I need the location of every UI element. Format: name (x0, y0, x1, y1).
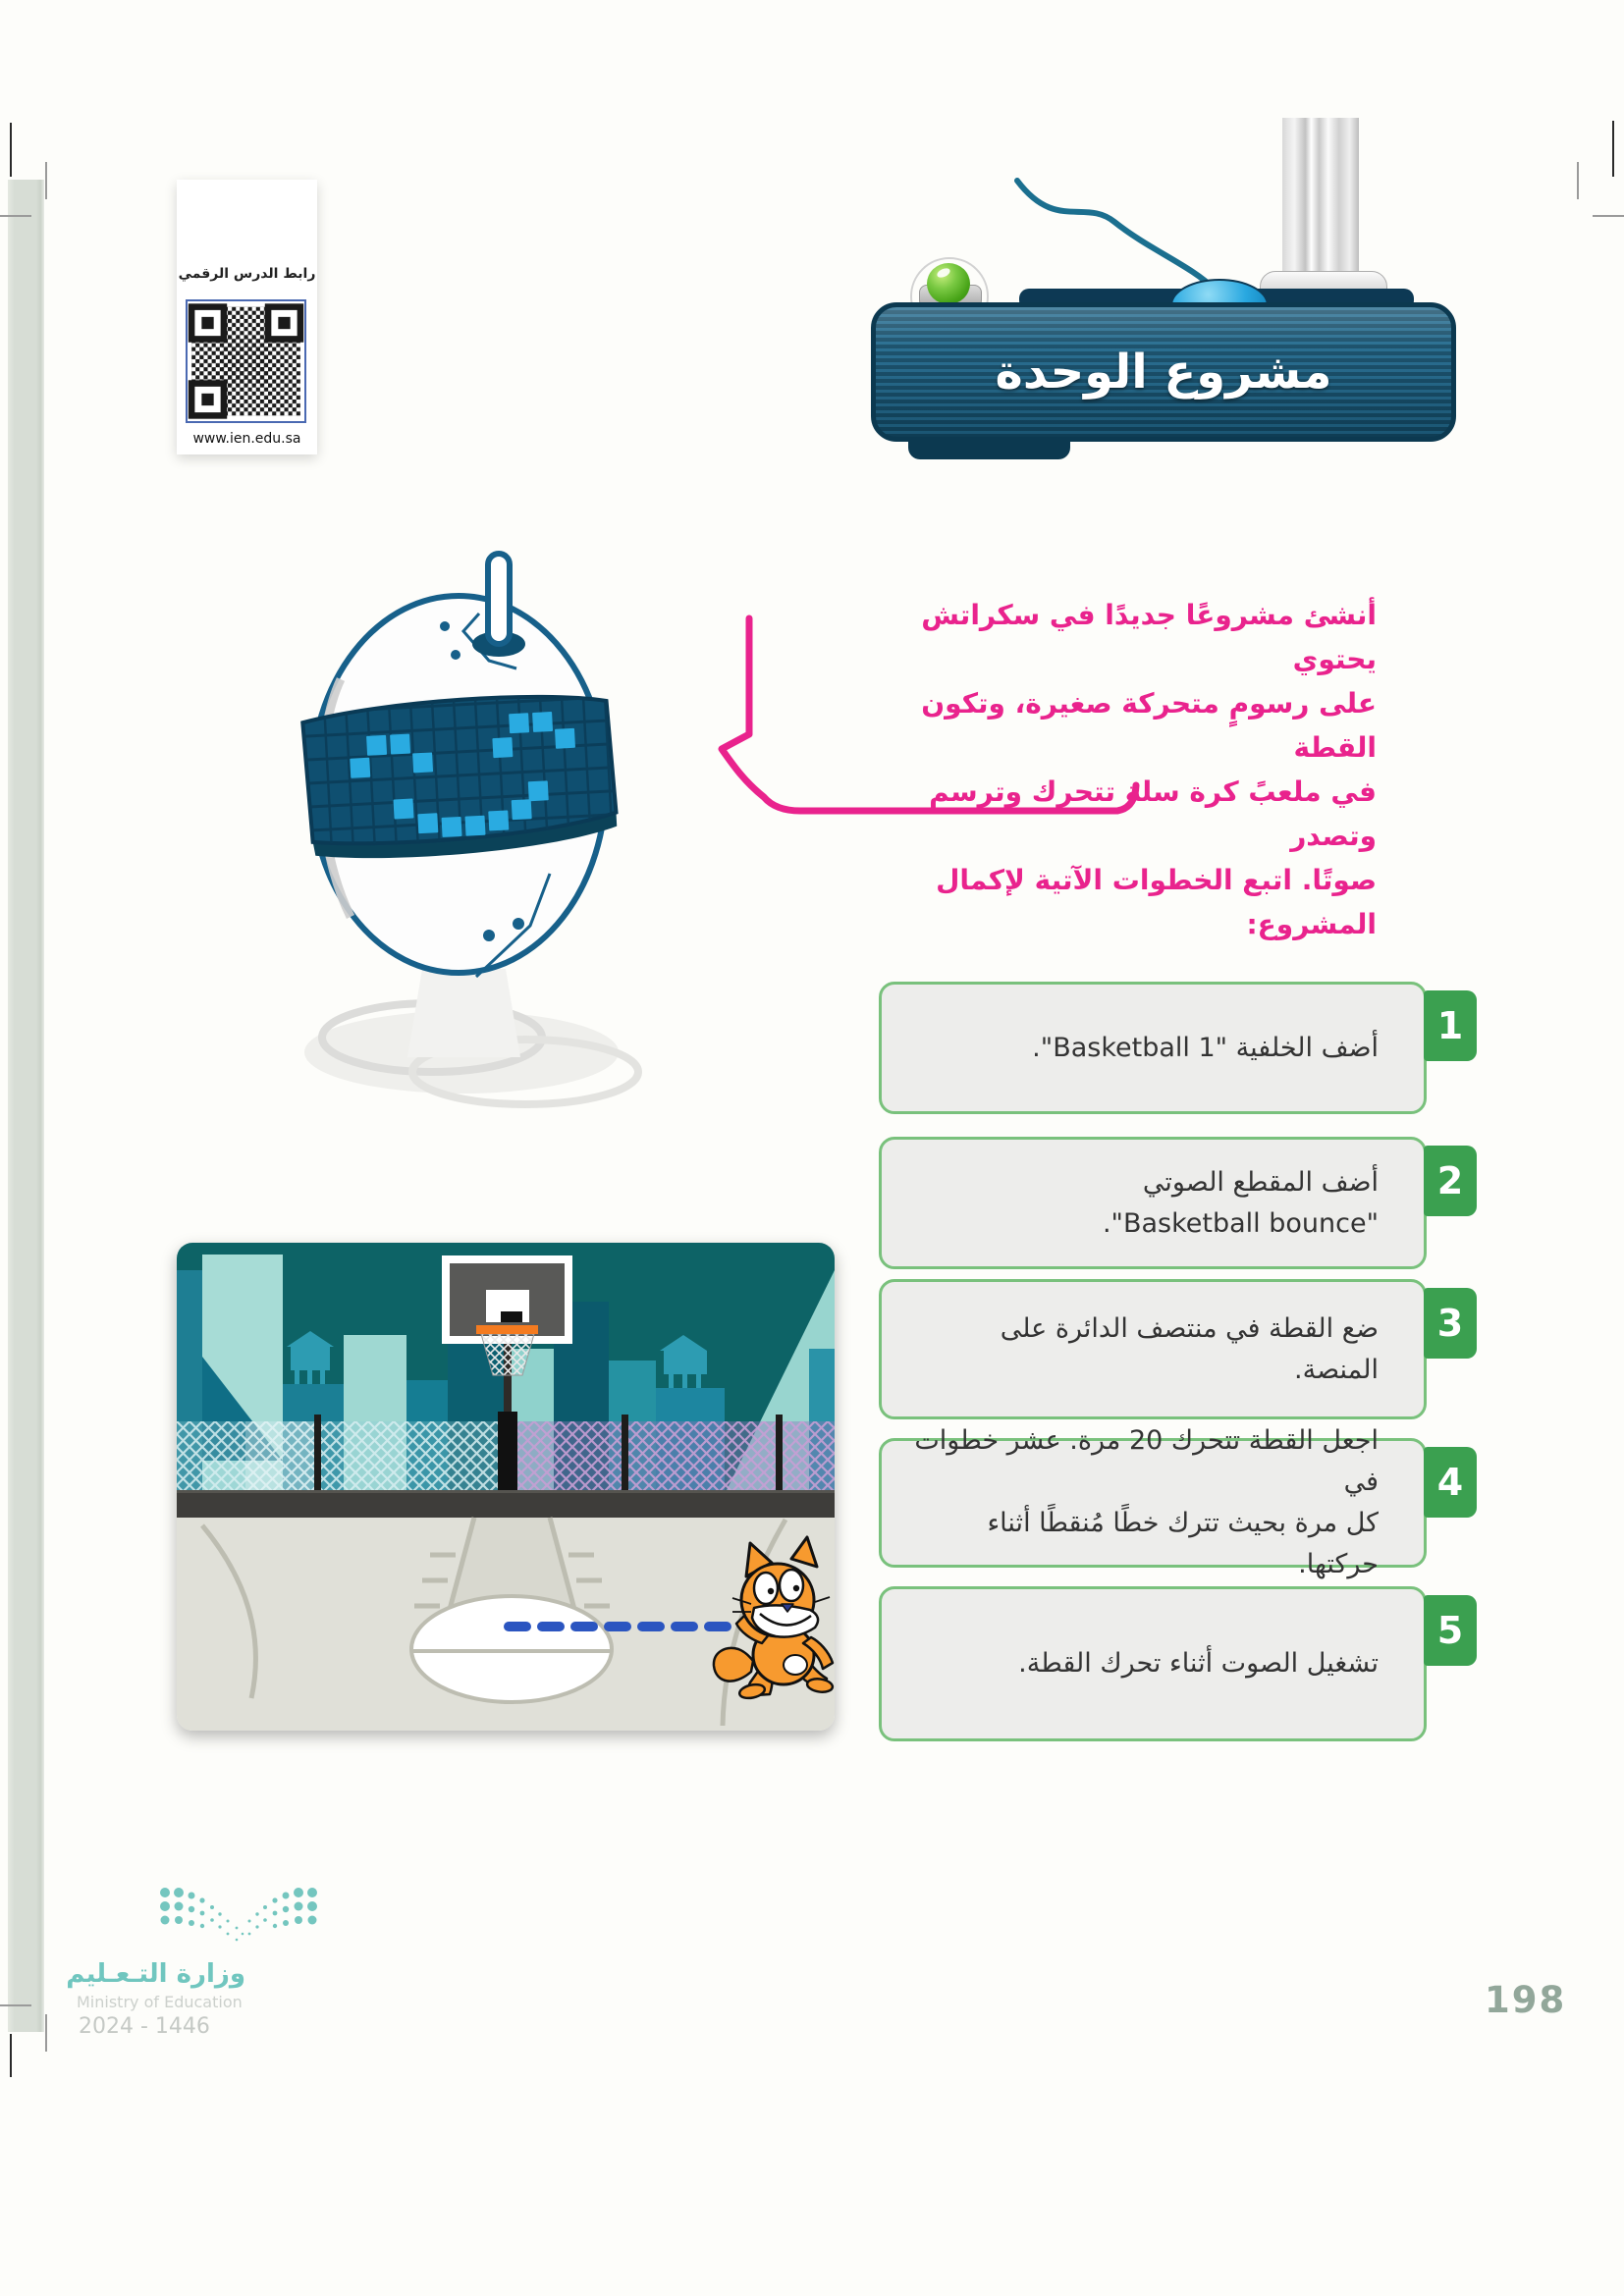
crop-mark (45, 162, 47, 199)
step-box-2 (879, 1137, 1464, 1269)
intro-line: على رسومٍ متحركة صغيرة، وتكون القطة (921, 687, 1377, 764)
basketball-court-scene (177, 1243, 835, 1731)
crop-mark (0, 2004, 31, 2006)
title-banner (871, 302, 1456, 442)
step-text: تشغيل الصوت أثناء تحرك القطة. (1018, 1648, 1379, 1679)
crop-mark (1577, 162, 1579, 199)
page-title: مشروع الوحدة (995, 345, 1332, 400)
step-number-badge: 3 (1424, 1288, 1477, 1359)
intro-line: أنشئ مشروعًا جديدًا في سكراتش يحتوي (921, 599, 1377, 675)
crop-mark (10, 123, 12, 177)
step-number-badge: 1 (1424, 990, 1477, 1061)
ministry-name-english: Ministry of Education (77, 1993, 243, 2011)
crop-mark (10, 2034, 12, 2077)
step-text: "Basketball bounce". (1102, 1207, 1379, 1239)
step-text: كل مرة بحيث تترك خطًا مُنقطًا أثناء حركتها. (987, 1508, 1379, 1579)
step-box-4 (879, 1425, 1464, 1579)
intro-paragraph (835, 593, 1377, 946)
crop-mark (0, 215, 31, 217)
step-text: اجعل القطة تتحرك 20 مرة. عشر خطوات في (914, 1425, 1379, 1497)
step-text: أضف الخلفية "Basketball 1". (1032, 1032, 1379, 1063)
crop-mark (45, 2014, 47, 2052)
step-number-badge: 4 (1424, 1447, 1477, 1518)
qr-label: رابط الدرس الرقمي (178, 266, 316, 282)
court-wall (177, 1490, 835, 1518)
ministry-logo-dots (155, 1883, 322, 1947)
step-box-5 (879, 1586, 1464, 1741)
scratch-stage-screenshot (177, 1243, 835, 1731)
intro-line: صوتًا. اتبع الخطوات الآتية لإكمال المشروع: (936, 864, 1377, 940)
crop-mark (1593, 215, 1624, 217)
ministry-name-arabic: وزارة التـعـليم (66, 1959, 245, 1989)
step-text: ضع القطة في منتصف الدائرة على المنصة. (1000, 1312, 1379, 1385)
intro-line: في ملعبً كرة سلة تتحرك وترسم وتصدر (929, 775, 1377, 852)
step-text: أضف المقطع الصوتي (1142, 1166, 1379, 1198)
edition-years: 2024 - 1446 (79, 2014, 210, 2039)
qr-url: www.ien.edu.sa (192, 431, 301, 447)
qr-code-image (188, 301, 304, 421)
wall-highlight (177, 1490, 835, 1493)
left-margin-band (8, 180, 44, 2032)
step-number-badge: 5 (1424, 1595, 1477, 1666)
qr-code (186, 299, 306, 423)
page-number: 198 (1485, 1979, 1567, 2021)
step-box-3 (879, 1279, 1464, 1419)
step-box-1 (879, 982, 1464, 1114)
step-number-badge: 2 (1424, 1146, 1477, 1216)
qr-card (177, 180, 317, 454)
crop-mark (1612, 121, 1614, 177)
robot-mascot (221, 542, 692, 1121)
stand-pillars (1282, 118, 1359, 275)
